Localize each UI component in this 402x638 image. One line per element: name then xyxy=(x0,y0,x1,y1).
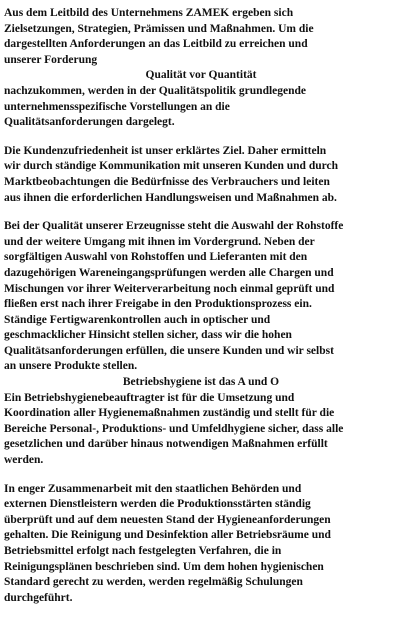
text-line: Zielsetzungen, Strategien, Prämissen und Maßnahmen. Um die xyxy=(4,22,314,35)
text-line: dargestellten Anforderungen an das Leitbild zu erreichen und xyxy=(4,38,308,51)
text-line: fließen erst nach ihrer Freigabe in den Produktionsprozess ein. xyxy=(4,298,312,311)
products-paragraph xyxy=(4,219,398,375)
text-line: Aus dem Leitbild des Unternehmens ZAMEK ergeben sich xyxy=(4,7,294,19)
text-line: wir durch ständige Kommunikation mit unseren Kunden und durch xyxy=(4,160,339,173)
text-line: Reinigungsplänen beschrieben sind. Um dem hohen hygienischen xyxy=(4,560,324,573)
text-line: durchgeführt. xyxy=(4,591,73,604)
text-line: Bei der Qualität unserer Erzeugnisse steht die Auswahl der Rohstoffe xyxy=(4,220,344,233)
text-line: Ständige Fertigwarenkontrollen auch in optischer und xyxy=(4,313,271,326)
text-line: Qualitätsanforderungen erfüllen, die unsere Kunden und wir selbst xyxy=(4,344,334,357)
paragraph-spacer xyxy=(4,131,398,144)
paragraph-spacer xyxy=(4,469,398,482)
text-line: werden. xyxy=(4,454,44,467)
customer-paragraph xyxy=(4,144,398,206)
text-line: aus ihnen die erforderlichen Handlungsweisen und Maßnahmen ab. xyxy=(4,191,337,204)
text-line: gehalten. Die Reinigung und Desinfektion aller Betriebsräume und xyxy=(4,529,331,542)
text-line: In enger Zusammenarbeit mit den staatlichen Behörden und xyxy=(4,482,302,495)
text-line: überprüft und auf dem neuesten Stand der Hygieneanforderungen xyxy=(4,513,331,526)
text-line: Marktbeobachtungen die Bedürfnisse des Verbrauchers und leiten xyxy=(4,175,330,188)
hygiene-paragraph xyxy=(4,391,398,469)
text-line: Die Kundenzufriedenheit ist unser erklärtes Ziel. Daher ermitteln xyxy=(4,144,327,157)
text-line: Ein Betriebshygienebeauftragter ist für die Umsetzung und xyxy=(4,391,295,404)
text-line: Bereiche Personal-, Produktions- und Umfeldhygiene sicher, dass alle xyxy=(4,422,344,435)
text-line: Betriebsmittel erfolgt nach festgelegten Verfahren, die in xyxy=(4,545,282,557)
text-line: gesetzlichen und darüber hinaus notwendigen Maßnahmen erfüllt xyxy=(4,438,328,451)
text-line: dazugehörigen Wareneingangsprüfungen werden alle Chargen und xyxy=(4,266,334,279)
text-line: unternehmensspezifische Vorstellungen an die xyxy=(4,100,230,113)
heading-quality: Qualität vor Quantität xyxy=(145,69,257,82)
paragraph-spacer xyxy=(4,206,398,219)
text-line: und der weitere Umgang mit ihnen im Vordergrund. Neben der xyxy=(4,235,315,248)
text-line: geschmacklicher Hinsicht stellen sicher, dass wir die hohen xyxy=(4,329,292,342)
intro-paragraph xyxy=(4,6,398,68)
text-line: Mischungen vor ihrer Weiterverarbeitung noch einmal geprüft und xyxy=(4,282,335,295)
text-line: Qualitätsanforderungen dargelegt. xyxy=(4,116,175,129)
quality-paragraph xyxy=(4,84,398,131)
text-line: an unsere Produkte stellen. xyxy=(4,360,138,373)
text-line: unserer Forderung xyxy=(4,53,98,66)
text-line: Koordination aller Hygienemaßnahmen zuständig und stellt für die xyxy=(4,407,335,420)
text-line: externen Dienstleistern werden die Produktionsstärten ständig xyxy=(4,498,311,511)
cooperation-paragraph xyxy=(4,482,398,607)
heading-hygiene: Betriebshygiene ist das A und O xyxy=(122,376,280,389)
text-line: Standard gerecht zu werden, werden regelmäßig Schulungen xyxy=(4,576,303,589)
text-line: sorgfältigen Auswahl von Rohstoffen und Lieferanten mit den xyxy=(4,251,308,264)
text-line: nachzukommen, werden in der Qualitätspolitik grundlegende xyxy=(4,84,307,97)
